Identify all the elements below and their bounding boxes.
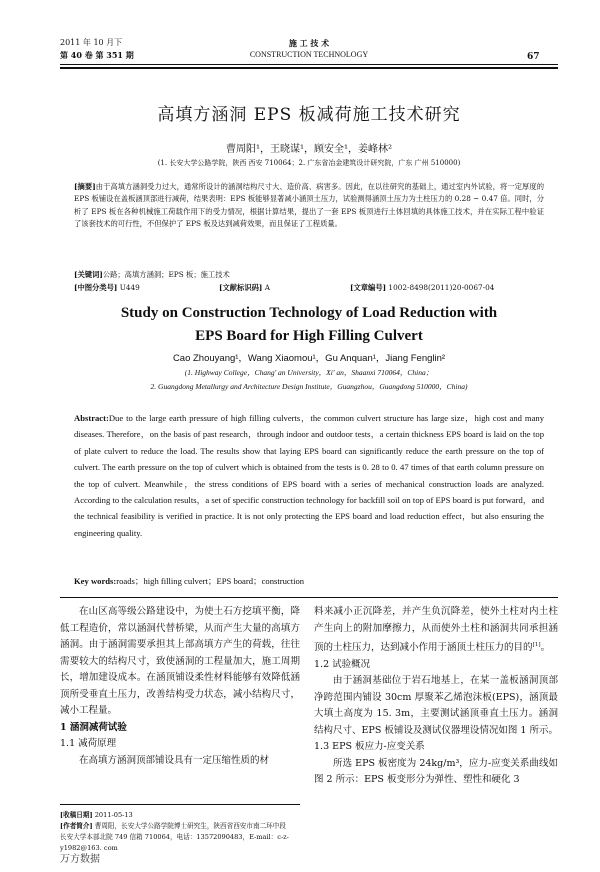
abstract-cn-text: 由于高填方涵洞受力过大，通常所设计的涵洞结构尺寸大、造价高、病害多。因此，在以往研究的基础上，通过室内外试验，将一定厚度的 EPS 板铺设在盖板涵顶部进行减荷，结果表明：EPS 板能够显著减小涵顶土压力，试验测得涵顶土压力为土柱压力的 0.28 ~ 0.47 倍。同时，分析了 EPS 板在各种机械施工荷载作用下的受力情况，根据计算结果，提出了一套 EPS 板顶进行土体回填的具体施工技术，并在实际工程中验证了该套技术的可行性，不但保护了 EPS 板及达到减荷效果，而且保证了工程质量。	[74, 182, 545, 229]
abstract-cn	[74, 181, 544, 231]
authors-en: Cao Zhouyang¹，Wang Xiaomou¹，Gu Anquan¹，Jiang Fenglin²	[172, 353, 446, 364]
paragraph-continued-end: 。	[540, 642, 551, 654]
body-left-column	[60, 604, 300, 769]
abstract-cn-label: [摘要]	[74, 182, 96, 191]
keywords-cn-text: 公路；高填方涵洞；EPS 板；施工技术	[102, 270, 230, 279]
title-en-line2: EPS Board for High Filling Culvert	[195, 328, 423, 344]
body-right-column	[314, 604, 558, 789]
author-bio-label: [作者简介]	[60, 822, 93, 830]
keywords-en-label: Key words:	[74, 576, 117, 586]
article-title-cn: 高填方涵洞 EPS 板减荷施工技术研究	[157, 105, 461, 125]
volume-issue: 第 40 卷 第 351 期	[60, 50, 134, 60]
keywords-cn-label: [关键词]	[74, 270, 103, 279]
abstract-en-label: Abstract:	[74, 413, 109, 423]
affiliation-en-2: 2. Guangdong Metallurgy and Architecture Design Institute，Guangzhou，Guangdong 510000，China)	[150, 382, 468, 391]
paragraph-1-3: 所选 EPS 板密度为 24kg/m³，应力-应变关系曲线如图 2 所示：EPS 板变形分为弹性、塑性和硬化 3	[314, 757, 558, 786]
affiliations-cn: (1. 长安大学公路学院，陕西 西安 710064；2. 广东省冶金建筑设计研究院，广东 广州 510000)	[157, 159, 461, 167]
citation-ref[interactable]: [1]	[532, 642, 541, 648]
clc-value: U449	[119, 283, 140, 292]
classification-row	[74, 282, 544, 294]
keywords-en	[74, 575, 544, 587]
paragraph-1-1: 在高填方涵洞顶部铺设具有一定压缩性质的材	[79, 754, 270, 766]
received-label: [收稿日期]	[60, 811, 93, 819]
paragraph-1-2: 由于涵洞基础位于岩石地基上，在某一盖板涵洞顶部净跨范围内铺设 30cm 厚聚苯乙烯泡沫板(EPS)，涵顶最大填土高度为 15. 3m，主要测试涵顶垂直土压力。涵洞结构尺寸、EPS 板铺设及测试仪器埋设情况如图 1 所示。	[314, 675, 558, 736]
doc-code-value: A	[264, 283, 270, 292]
section-heading-1-2: 1.2 试验概况	[314, 658, 371, 670]
footnote	[60, 810, 290, 854]
section-heading-1-1: 1.1 减荷原理	[60, 738, 117, 749]
author-bio-value: 曹周阳，长安大学公路学院博士研究生，陕西省西安市南二环中段长安大学本部北院 749 信箱 710064，电话：13572090483，E-mail：c-z-y1982@163. com	[60, 822, 289, 852]
abstract-rule	[60, 597, 558, 598]
clc-label: [中图分类号]	[74, 283, 118, 292]
article-title-en	[60, 302, 558, 348]
keywords-en-text: roads；high filling culvert；EPS board；construction	[116, 576, 305, 586]
header-rule-thin	[60, 64, 558, 65]
section-heading-1-3: 1.3 EPS 板应力-应变关系	[314, 741, 425, 753]
article-no-value: 1002-8498(2011)20-0067-04	[388, 283, 495, 292]
header-rule-thick	[60, 67, 558, 69]
paragraph-continued-text: 料来减小正沉降差，并产生负沉降差，使外土柱对内土柱产生向上的附加摩擦力，从而使外土柱和涵洞共同承担涵顶的土柱压力，达到减小作用于涵顶土柱压力的目的	[314, 606, 558, 654]
paragraph-continued	[314, 604, 558, 657]
intro-paragraph: 在山区高等级公路建设中，为使土石方挖填平衡，降低工程造价，常以涵洞代替桥梁，从而产生大量的高填方涵洞。由于涵洞需要承担其上部高填方产生的荷载，往往需要较大的结构尺寸，致使涵洞的工程量加大，施工周期长，增加建设成本。在涵顶铺设柔性材料能够有效降低涵顶所受垂直土压力，改善结构受力状态，减小结构尺寸，减小工程量。	[60, 606, 300, 716]
page-number: 67	[527, 52, 540, 62]
issue-date: 2011 年 10 月下	[60, 38, 123, 47]
abstract-en-text: Due to the large earth pressure of high filling culverts，the common culvert structure has large size，high cost and many diseases. Therefore，on the basis of past research，through indoor and outdoor tests，a certain thickness EPS board is laid on the top of plate culvert to reduce the load. The results show that laying EPS board can significantly reduce the earth pressure on the top of culvert. The earth pressure on the top of culvert which is obtained from the tests is 0. 28 to 0. 47 times of that earth column pressure on the top of culvert. Meanwhile，the stress conditions of EPS board with a series of mechanical construction loads are analyzed. According to the calculation results，a set of specific construction technology for backfill soil on top of EPS board is put forward，and the technical feasibility is verified in practice. It is not only protecting the EPS board and load reduction effect，but also ensuring the engineering quality.	[74, 413, 544, 538]
doc-code-label: [文献标识码]	[219, 283, 263, 292]
title-en-line1: Study on Construction Technology of Load Reduction with	[120, 305, 498, 321]
journal-name-en: CONSTRUCTION TECHNOLOGY	[249, 50, 369, 59]
affiliation-en-1: (1. Highway College，Chang' an University，Xi' an，Shaanxi 710064，China；	[184, 368, 434, 377]
abstract-en	[74, 410, 544, 541]
keywords-cn	[74, 269, 544, 281]
watermark: 万方数据	[60, 854, 100, 865]
authors-cn: 曹周阳¹，王晓谋¹，顾安全¹，姜峰林²	[225, 144, 393, 155]
footnote-rule	[60, 804, 300, 805]
article-no-label: [文章编号]	[350, 283, 387, 292]
section-heading-1: 1 涵洞减荷试验	[60, 721, 127, 733]
journal-name-cn: 施 工 技 术	[288, 38, 330, 48]
received-value: 2011-05-13	[94, 811, 133, 819]
